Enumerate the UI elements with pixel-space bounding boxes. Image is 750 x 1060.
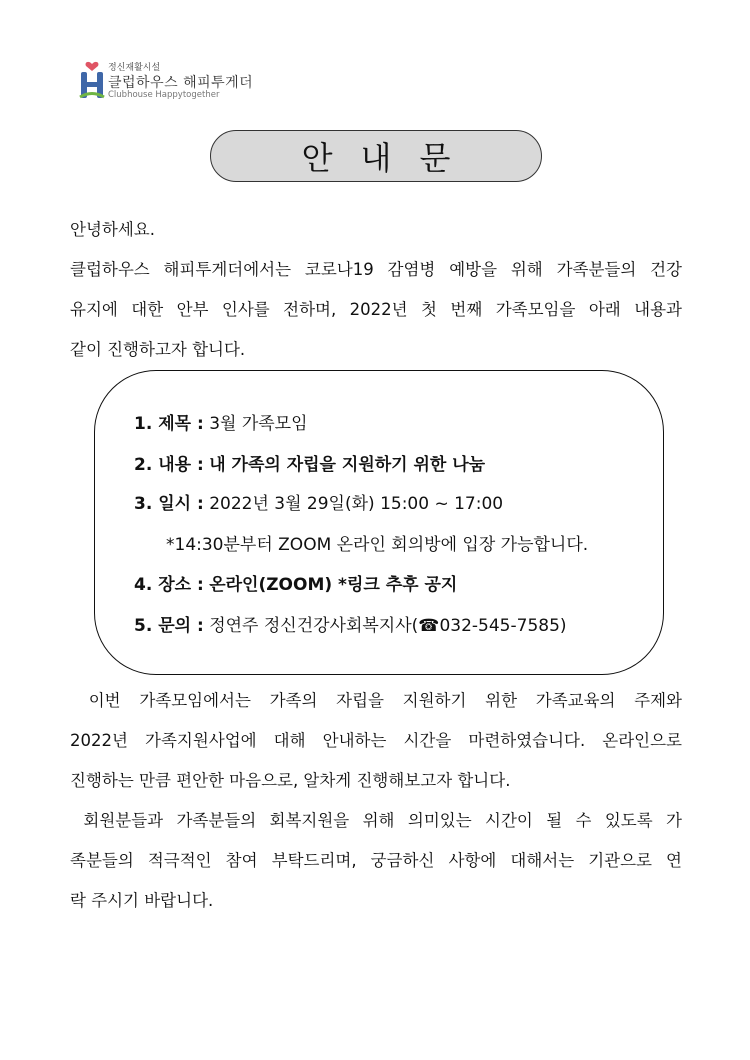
body-paragraph	[70, 681, 682, 921]
detail-label: 2. 내용 :	[134, 455, 204, 475]
logo-subtitle: 정신재활시설	[108, 63, 161, 73]
detail-item-location	[134, 573, 457, 597]
body-line: 진행하는 만큼 편안한 마음으로, 알차게 진행해보고자 합니다.	[70, 771, 511, 790]
detail-label: 4. 장소 :	[134, 575, 204, 595]
organization-logo	[78, 60, 278, 102]
detail-label: 3. 일시 :	[134, 494, 204, 514]
document-title: 안내문	[301, 139, 479, 177]
detail-item-contact	[134, 614, 567, 638]
intro-line: 같이 진행하고자 합니다.	[70, 340, 246, 359]
logo-h-icon	[78, 60, 106, 100]
body-line: 족분들의 적극적인 참여 부탁드리며, 궁금하신 사항에 대해서는 기관으로 연	[70, 851, 682, 870]
detail-value: 2022년 3월 29일(화) 15:00 ~ 17:00	[209, 494, 504, 514]
intro-line: 유지에 대한 안부 인사를 전하며, 2022년 첫 번째 가족모임을 아래 내용과	[70, 300, 682, 319]
detail-label: 5. 문의 :	[134, 616, 204, 636]
detail-value: 온라인(ZOOM) *링크 추후 공지	[209, 575, 458, 595]
detail-value: 내 가족의 자립을 지원하기 위한 나눔	[209, 455, 486, 475]
body-line: 락 주시기 바랍니다.	[70, 891, 214, 910]
greeting: 안녕하세요.	[70, 220, 155, 239]
logo-name: 클럽하우스 해피투게더	[108, 75, 254, 91]
logo-english-name: Clubhouse Happytogether	[108, 90, 220, 100]
intro-line: 클럽하우스 해피투게더에서는 코로나19 감염병 예방을 위해 가족분들의 건강	[70, 260, 682, 279]
detail-note: *14:30분부터 ZOOM 온라인 회의방에 입장 가능합니다.	[166, 535, 589, 555]
document-title-banner	[210, 130, 542, 182]
intro-paragraph	[70, 210, 682, 370]
detail-value: 3월 가족모임	[209, 414, 308, 434]
body-line: 회원분들과 가족분들의 회복지원을 위해 의미있는 시간이 될 수 있도록 가	[70, 811, 682, 830]
detail-item-content	[134, 453, 485, 477]
body-line: 이번 가족모임에서는 가족의 자립을 지원하기 위한 가족교육의 주제와	[70, 691, 682, 710]
body-line: 2022년 가족지원사업에 대해 안내하는 시간을 마련하였습니다. 온라인으로	[70, 731, 682, 750]
detail-item-datetime	[134, 492, 503, 516]
detail-value: 정연주 정신건강사회복지사(☎032-545-7585)	[209, 616, 567, 636]
detail-item-title	[134, 412, 308, 436]
detail-label: 1. 제목 :	[134, 414, 204, 434]
